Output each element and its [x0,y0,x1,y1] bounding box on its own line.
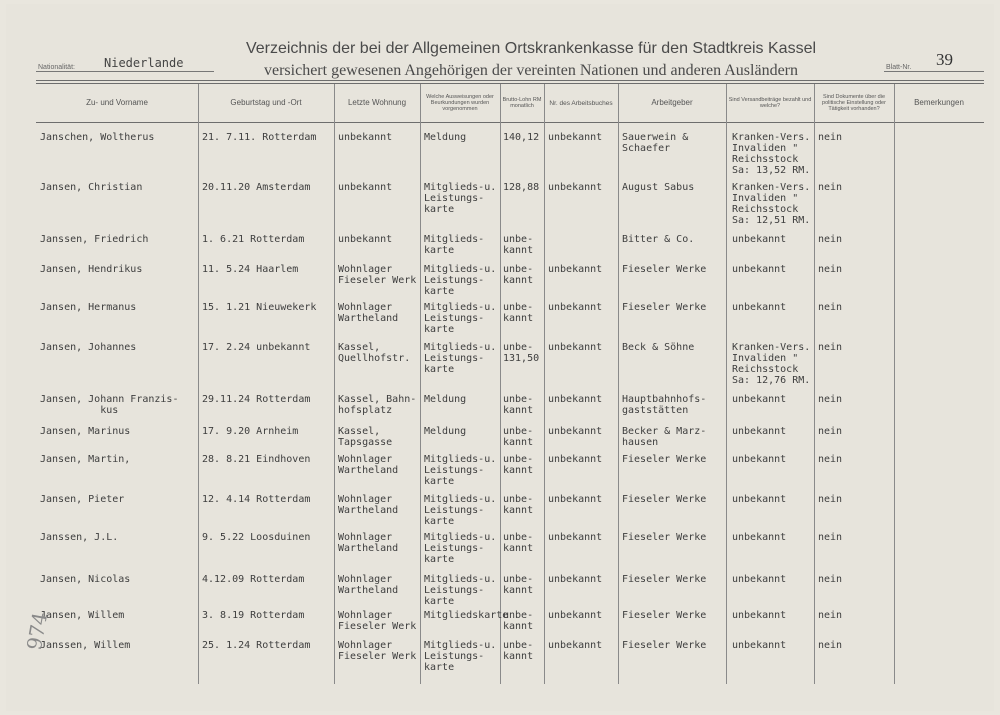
cell-address: Wohnlager Fieseler Werk [338,610,417,632]
cell-documents: Mitglieds-u. Leistungs- karte [424,182,497,215]
cell-political: nein [818,394,843,405]
cell-contributions: unbekannt [732,532,787,543]
cell-address: Wohnlager Wartheland [338,574,399,596]
cell-wage: 140,12 [503,132,540,143]
nationality-underline [36,71,214,72]
document-title [216,38,846,82]
cell-employer: Fieseler Werke [622,302,707,313]
cell-political: nein [818,132,843,143]
cell-wage: unbe- kannt [503,640,534,662]
cell-political: nein [818,532,843,543]
cell-documents: Mitglieds-u. Leistungs- karte [424,532,497,565]
cell-employer: Fieseler Werke [622,454,707,465]
cell-birth: 28. 8.21 Eindhoven [202,454,311,465]
table-top-rule [36,80,984,81]
cell-workbook: unbekannt [548,264,603,275]
cell-political: nein [818,302,843,313]
cell-address: Wohnlager Fieseler Werk [338,640,417,662]
header-political: Sind Dokumente über die politische Einstellung oder Tätigkeit vorhanden? [822,94,886,112]
cell-birth: 9. 5.22 Loosduinen [202,532,311,543]
cell-workbook: unbekannt [548,302,603,313]
cell-political: nein [818,342,843,353]
cell-wage: unbe- kannt [503,532,534,554]
cell-documents: Mitglieds-u. Leistungs- karte [424,264,497,297]
column-divider [198,84,199,684]
cell-name: Jansen, Willem [40,610,125,621]
margin-handwritten-number: 974 [21,610,53,652]
cell-political: nein [818,454,843,465]
cell-wage: unbe- kannt [503,234,534,256]
cell-employer: Fieseler Werke [622,494,707,505]
cell-employer: Becker & Marz- hausen [622,426,707,448]
cell-wage: unbe- kannt [503,574,534,596]
cell-political: nein [818,264,843,275]
cell-contributions: unbekannt [732,454,787,465]
cell-address: Wohnlager Wartheland [338,532,399,554]
cell-birth: 20.11.20 Amsterdam [202,182,311,193]
column-divider [500,84,501,684]
header-birth: Geburtstag und -Ort [230,98,302,107]
cell-birth: 29.11.24 Rotterdam [202,394,311,405]
cell-birth: 4.12.09 Rotterdam [202,574,305,585]
cell-name: Jansen, Martin, [40,454,131,465]
column-divider [420,84,421,684]
cell-political: nein [818,234,843,245]
cell-political: nein [818,182,843,193]
cell-name: Jansen, Christian [40,182,143,193]
header-employer: Arbeitgeber [651,98,693,107]
cell-address: unbekannt [338,234,393,245]
cell-name: Jansen, Johann Franzis- kus [40,394,179,416]
cell-documents: Mitglieds-u. Leistungs- karte [424,454,497,487]
cell-name: Janschen, Woltherus [40,132,155,143]
cell-workbook: unbekannt [548,132,603,143]
cell-employer: Fieseler Werke [622,532,707,543]
cell-workbook: unbekannt [548,494,603,505]
cell-political: nein [818,494,843,505]
column-divider [544,84,545,684]
cell-political: nein [818,610,843,621]
cell-employer: Hauptbahnhofs- gaststätten [622,394,707,416]
cell-address: Wohnlager Wartheland [338,302,399,324]
cell-workbook: unbekannt [548,532,603,543]
cell-workbook: unbekannt [548,454,603,465]
cell-birth: 17. 2.24 unbekannt [202,342,311,353]
cell-address: Kassel, Bahn- hofsplatz [338,394,417,416]
cell-contributions: Kranken-Vers. Invaliden " Reichsstock Sa: 12,76 RM. [732,342,811,386]
cell-name: Jansen, Johannes [40,342,137,353]
header-name: Zu- und Vorname [86,98,148,107]
cell-documents: Meldung [424,132,467,143]
cell-contributions: unbekannt [732,394,787,405]
cell-wage: 128,88 [503,182,540,193]
cell-workbook: unbekannt [548,574,603,585]
cell-birth: 21. 7.11. Rotterdam [202,132,317,143]
cell-employer: Sauerwein & Schaefer [622,132,689,154]
table-header-rule [36,122,984,123]
cell-wage: unbe- kannt [503,302,534,324]
cell-contributions: unbekannt [732,426,787,437]
cell-wage: unbe- kannt [503,454,534,476]
cell-contributions: unbekannt [732,494,787,505]
cell-birth: 12. 4.14 Rotterdam [202,494,311,505]
sheet-underline [884,71,984,72]
cell-contributions: unbekannt [732,640,787,651]
cell-contributions: Kranken-Vers. Invaliden " Reichsstock Sa: 12,51 RM. [732,182,811,226]
cell-name: Janssen, Friedrich [40,234,149,245]
cell-workbook: unbekannt [548,342,603,353]
cell-address: Wohnlager Wartheland [338,494,399,516]
document-sheet [6,4,994,711]
cell-birth: 17. 9.20 Arnheim [202,426,299,437]
header-contributions: Sind Versandbeiträge bezahlt und welche? [728,97,812,109]
column-divider [334,84,335,684]
cell-contributions: unbekannt [732,574,787,585]
cell-workbook: unbekannt [548,640,603,651]
cell-name: Jansen, Nicolas [40,574,131,585]
cell-employer: Fieseler Werke [622,574,707,585]
column-divider [726,84,727,684]
sheet-number: 39 [936,50,953,69]
cell-workbook: unbekannt [548,426,603,437]
cell-documents: Mitglieds-u. Leistungs- karte [424,302,497,335]
cell-name: Janssen, Willem [40,640,131,651]
header-documents: Welche Ausweisungen oder Beurkundungen wurden vorgenommen [426,94,494,112]
cell-workbook: unbekannt [548,394,603,405]
column-divider [894,84,895,684]
cell-contributions: unbekannt [732,234,787,245]
cell-birth: 25. 1.24 Rotterdam [202,640,311,651]
cell-address: unbekannt [338,132,393,143]
cell-address: Kassel, Quellhofstr. [338,342,411,364]
cell-political: nein [818,574,843,585]
cell-wage: unbe- kannt [503,426,534,448]
cell-name: Jansen, Hermanus [40,302,137,313]
cell-political: nein [818,640,843,651]
cell-employer: Bitter & Co. [622,234,695,245]
cell-documents: Mitglieds-u. Leistungs- karte [424,342,497,375]
cell-documents: Meldung [424,394,467,405]
cell-name: Jansen, Pieter [40,494,125,505]
cell-name: Jansen, Hendrikus [40,264,143,275]
cell-wage: unbe- kannt [503,610,534,632]
cell-documents: Mitglieds- karte [424,234,485,256]
cell-birth: 1. 6.21 Rotterdam [202,234,305,245]
cell-address: Wohnlager Fieseler Werk [338,264,417,286]
cell-political: nein [818,426,843,437]
cell-employer: Fieseler Werke [622,610,707,621]
cell-address: unbekannt [338,182,393,193]
nationality-label: Nationalität: [38,64,75,71]
cell-contributions: Kranken-Vers. Invaliden " Reichsstock Sa: 13,52 RM. [732,132,811,176]
title-line-2: versichert gewesenen Angehörigen der vereinten Nationen und anderen Ausländern [263,62,799,79]
header-remarks: Bemerkungen [914,98,964,107]
cell-employer: Fieseler Werke [622,264,707,275]
cell-contributions: unbekannt [732,610,787,621]
cell-contributions: unbekannt [732,302,787,313]
nationality-value: Niederlande [104,56,184,70]
cell-address: Kassel, Tapsgasse [338,426,393,448]
column-divider [814,84,815,684]
cell-wage: unbe- 131,50 [503,342,540,364]
sheet-label: Blatt-Nr. [886,64,912,71]
cell-birth: 15. 1.21 Nieuwekerk [202,302,317,313]
cell-workbook: unbekannt [548,610,603,621]
cell-birth: 11. 5.24 Haarlem [202,264,299,275]
cell-documents: Mitglieds-u. Leistungs- karte [424,494,497,527]
title-line-1: Verzeichnis der bei der Allgemeinen Ortskrankenkasse für den Stadtkreis Kassel [245,40,817,57]
header-address: Letzte Wohnung [347,98,407,107]
cell-birth: 3. 8.19 Rotterdam [202,610,305,621]
cell-wage: unbe- kannt [503,394,534,416]
header-wage: Brutto-Lohn RM monatlich [502,97,542,109]
cell-name: Janssen, J.L. [40,532,119,543]
header-workbook: Nr. des Arbeitsbuches [549,99,613,107]
cell-documents: Mitglieds-u. Leistungs- karte [424,640,497,673]
cell-employer: Beck & Söhne [622,342,695,353]
column-divider [618,84,619,684]
cell-contributions: unbekannt [732,264,787,275]
cell-wage: unbe- kannt [503,264,534,286]
cell-name: Jansen, Marinus [40,426,131,437]
cell-wage: unbe- kannt [503,494,534,516]
cell-employer: Fieseler Werke [622,640,707,651]
cell-documents: Mitglieds-u. Leistungs- karte [424,574,497,607]
cell-documents: Mitgliedskarte [424,610,509,621]
cell-employer: August Sabus [622,182,695,193]
cell-documents: Meldung [424,426,467,437]
cell-address: Wohnlager Wartheland [338,454,399,476]
cell-workbook: unbekannt [548,182,603,193]
